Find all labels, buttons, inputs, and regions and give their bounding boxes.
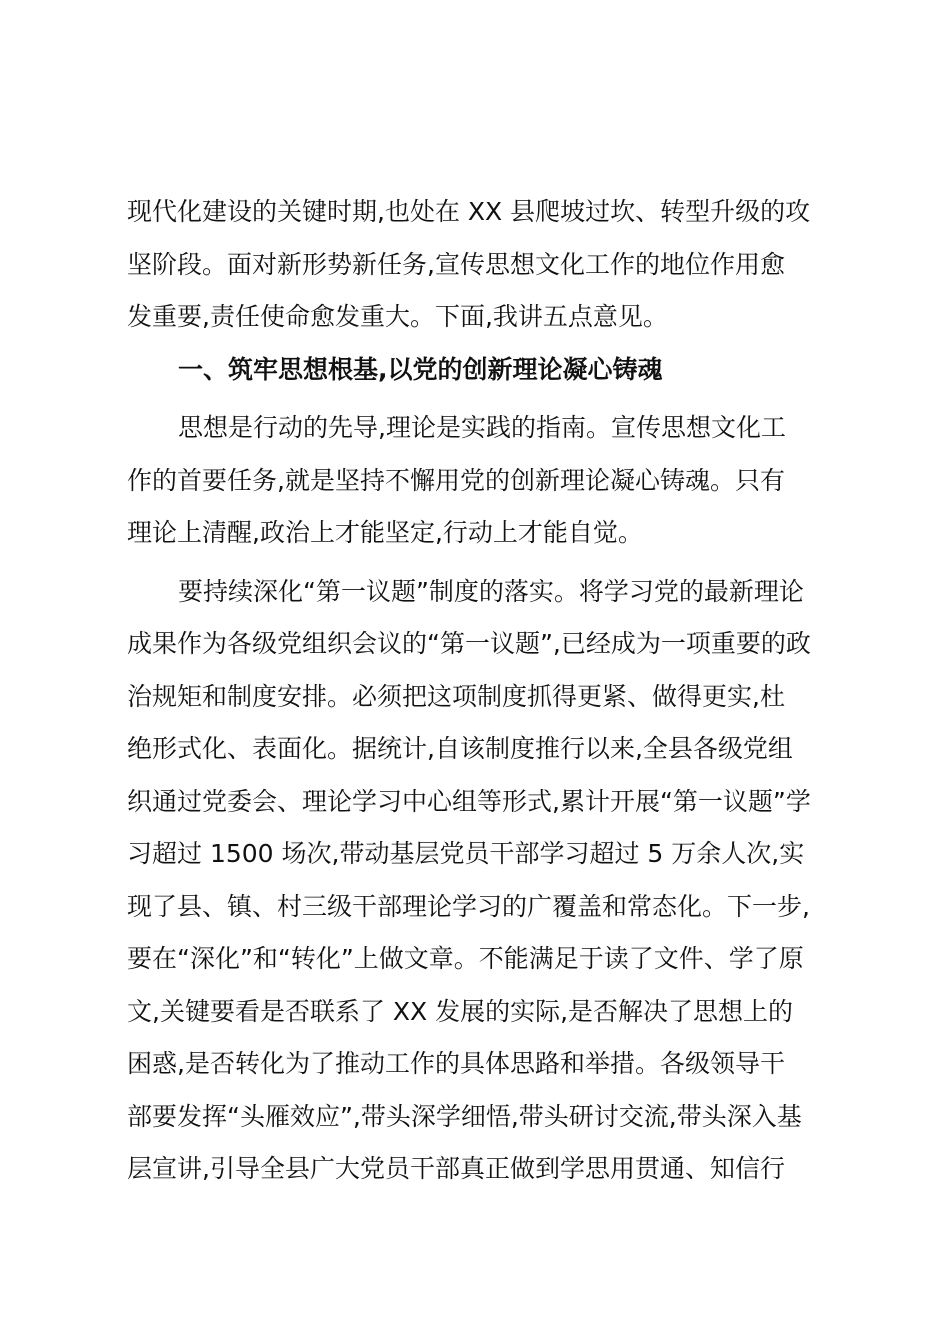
paragraph-1-line-2: 坚阶段。面对新形势新任务,宣传思想文化工作的地位作用愈: [127, 250, 785, 279]
paragraph-3-line-2: 成果作为各级党组织会议的“第一议题”,已经成为一项重要的政: [127, 629, 811, 658]
paragraph-2-line-1: 思想是行动的先导,理论是实践的指南。宣传思想文化工: [178, 413, 786, 442]
paragraph-3-line-1: 要持续深化“第一议题”制度的落实。将学习党的最新理论: [178, 577, 804, 606]
paragraph-1-line-1: 现代化建设的关键时期,也处在 XX 县爬坡过坎、转型升级的攻: [127, 197, 811, 226]
paragraph-3-line-11: 部要发挥“头雁效应”,带头深学细悟,带头研讨交流,带头深入基: [127, 1102, 802, 1131]
paragraph-3-line-3: 治规矩和制度安排。必须把这项制度抓得更紧、做得更实,杜: [127, 682, 785, 711]
paragraph-3-line-12: 层宣讲,引导全县广大党员干部真正做到学思用贯通、知信行: [127, 1154, 785, 1183]
paragraph-3-line-5: 织通过党委会、理论学习中心组等形式,累计开展“第一议题”学: [127, 787, 811, 816]
paragraph-3-line-6: 习超过 1500 场次,带动基层党员干部学习超过 5 万余人次,实: [127, 839, 805, 868]
paragraph-3-line-7: 现了县、镇、村三级干部理论学习的广覆盖和常态化。下一步,: [127, 892, 810, 921]
paragraph-3-line-8: 要在“深化”和“转化”上做文章。不能满足于读了文件、学了原: [127, 944, 804, 973]
paragraph-3-line-9: 文,关键要看是否联系了 XX 发展的实际,是否解决了思想上的: [127, 997, 794, 1026]
section-heading: 一、筑牢思想根基,以党的创新理论凝心铸魂: [178, 355, 663, 384]
paragraph-2-line-2: 作的首要任务,就是坚持不懈用党的创新理论凝心铸魂。只有: [127, 466, 785, 495]
paragraph-2-line-3: 理论上清醒,政治上才能坚定,行动上才能自觉。: [127, 518, 643, 547]
paragraph-3-line-10: 困惑,是否转化为了推动工作的具体思路和举措。各级领导干: [127, 1049, 785, 1078]
paragraph-3-line-4: 绝形式化、表面化。据统计,自该制度推行以来,全县各级党组: [127, 734, 793, 763]
paragraph-1-line-3: 发重要,责任使命愈发重大。下面,我讲五点意见。: [127, 302, 668, 331]
